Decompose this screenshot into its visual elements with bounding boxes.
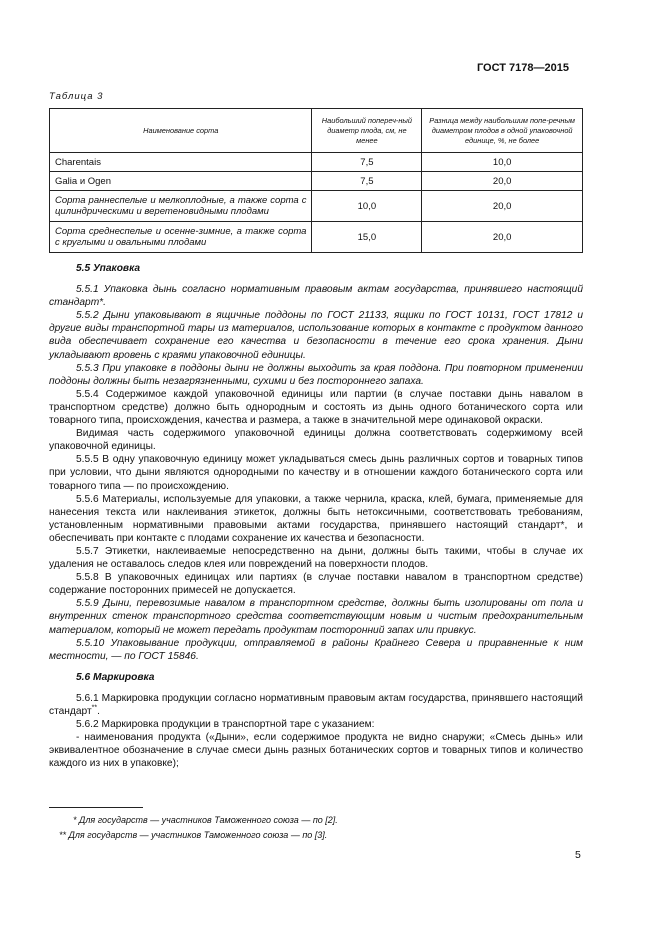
paragraph-text: 5.6.1 Маркировка продукции согласно нормативным правовым актам государства, принявшего настоящий стандарт bbox=[49, 692, 583, 717]
table-header-cell: Наибольший попереч-ный диаметр плода, см, не менее bbox=[312, 109, 422, 153]
table-header-cell: Разница между наибольшим попе-речным диаметром плодов в одной упаковочной единице, %, не более bbox=[422, 109, 583, 153]
paragraph: 5.5.8 В упаковочных единицах или партиях (в случае поставки навалом в транспортном средстве) содержание посторонних примесей не допускается. bbox=[49, 572, 583, 597]
paragraph: 5.5.5 В одну упаковочную единицу может укладываться смесь дынь различных сортов и товарных типов при условии, что дыни являются однородными по качеству и в отношении каждого ботанического сорта или товарного типа — по происхождению. bbox=[49, 454, 583, 492]
main-text bbox=[49, 262, 583, 770]
paragraph: - наименования продукта («Дыни», если содержимое продукта не видно снаружи; «Смесь дынь» или эквивалентное обозначение в случае смеси дынь разных ботанических сортов и товарных типов и количество каждого из них в упаковке); bbox=[49, 732, 583, 770]
paragraph: 5.5.10 Упаковывание продукции, отправляемой в районы Крайнего Севера и приравненные к ним местности, — по ГОСТ 15846. bbox=[49, 637, 583, 662]
paragraph-end: . bbox=[97, 706, 100, 717]
table-cell: Galia и Ogen bbox=[50, 172, 312, 191]
table-header-cell: Наименование сорта bbox=[50, 109, 312, 153]
table-cell: 20,0 bbox=[422, 222, 583, 253]
section-heading: 5.5 Упаковка bbox=[76, 263, 141, 274]
table-cell: Charentais bbox=[50, 153, 312, 172]
table-cell: Сорта раннеспелые и мелкоплодные, а также сорта с цилиндрическими и веретеновидными плодами bbox=[50, 191, 312, 222]
paragraph: 5.5.2 Дыни упаковывают в ящичные поддоны по ГОСТ 21133, ящики по ГОСТ 10131, ГОСТ 17812 и другие виды транспортной тары из материалов, использование которых в контакте с продуктом данного вида обеспечивает сохранение его качества и безопасности в течение его срока хранения. Дыни укладывают вровень с краями упаковочной единицы. bbox=[49, 310, 583, 361]
footnote: ** Для государств — участников Таможенного союза — по [3]. bbox=[59, 830, 328, 840]
paragraph: 5.5.1 Упаковка дынь согласно нормативным правовым актам государства, принявшего настоящий стандарт*. bbox=[49, 284, 583, 309]
table-cell: 10,0 bbox=[422, 153, 583, 172]
paragraph: 5.6.2 Маркировка продукции в транспортной таре с указанием: bbox=[76, 719, 375, 731]
document-id: ГОСТ 7178—2015 bbox=[476, 62, 569, 74]
paragraph: 5.5.6 Материалы, используемые для упаковки, а также чернила, краска, клей, бумага, применяемые для нанесения текста или наклеивания этикеток, должны быть нетоксичными, соответствовать требованиям, установленным нормативными правовыми актами государства, принявшего настоящий стандарт*, и обеспечивать при контакте с плодами сохранение их качества и безопасности. bbox=[49, 493, 583, 544]
table-header-row bbox=[50, 109, 583, 153]
paragraph: 5.5.4 Содержимое каждой упаковочной единицы или партии (в случае поставки дынь навалом в транспортном средстве) должно быть однородным и состоять из дынь одного ботанического сорта или товарного типа, происхождения, качества и размера, а также в значительной мере одинаковой окраски. bbox=[49, 388, 583, 427]
paragraph: Видимая часть содержимого упаковочной единицы должна соответствовать содержимому всей упаковочной единицы. bbox=[49, 428, 583, 453]
table-cell: 10,0 bbox=[312, 191, 422, 222]
table-cell: 15,0 bbox=[312, 222, 422, 253]
section-heading: 5.6 Маркировка bbox=[76, 671, 155, 683]
page-number: 5 bbox=[575, 849, 581, 861]
table-row bbox=[50, 222, 583, 253]
table-cell: 7,5 bbox=[312, 153, 422, 172]
paragraph bbox=[49, 692, 583, 718]
table-cell: Сорта среднеспелые и осенне-зимние, а также сорта с круглыми и овальными плодами bbox=[50, 222, 312, 253]
table-cell: 20,0 bbox=[422, 191, 583, 222]
table-row bbox=[50, 172, 583, 191]
table-row bbox=[50, 191, 583, 222]
table-caption: Таблица 3 bbox=[49, 91, 104, 102]
table-row bbox=[50, 153, 583, 172]
paragraph: 5.5.9 Дыни, перевозимые навалом в транспортном средстве, должны быть изолированы от пола и внутренних стенок транспортного средства соответствующим новым и чистым предохранительным материалом, который не может передать продуктам посторонний запах или привкус. bbox=[49, 598, 583, 636]
footnote-mark: ** bbox=[91, 704, 98, 712]
paragraph: 5.5.3 При упаковке в поддоны дыни не должны выходить за края поддона. При повторном применении поддоны должны быть незагрязненными, сухими и без постороннего запаха. bbox=[49, 362, 583, 387]
table-cell: 7,5 bbox=[312, 172, 422, 191]
table-3 bbox=[49, 108, 583, 253]
footnote-separator bbox=[49, 807, 143, 808]
table-cell: 20,0 bbox=[422, 172, 583, 191]
footnote: * Для государств — участников Таможенного союза — по [2]. bbox=[73, 815, 338, 825]
paragraph: 5.5.7 Этикетки, наклеиваемые непосредственно на дыни, должны быть такими, чтобы в случае их удаления не оставалось следов клея или повреждений на поверхности плодов. bbox=[49, 545, 583, 571]
